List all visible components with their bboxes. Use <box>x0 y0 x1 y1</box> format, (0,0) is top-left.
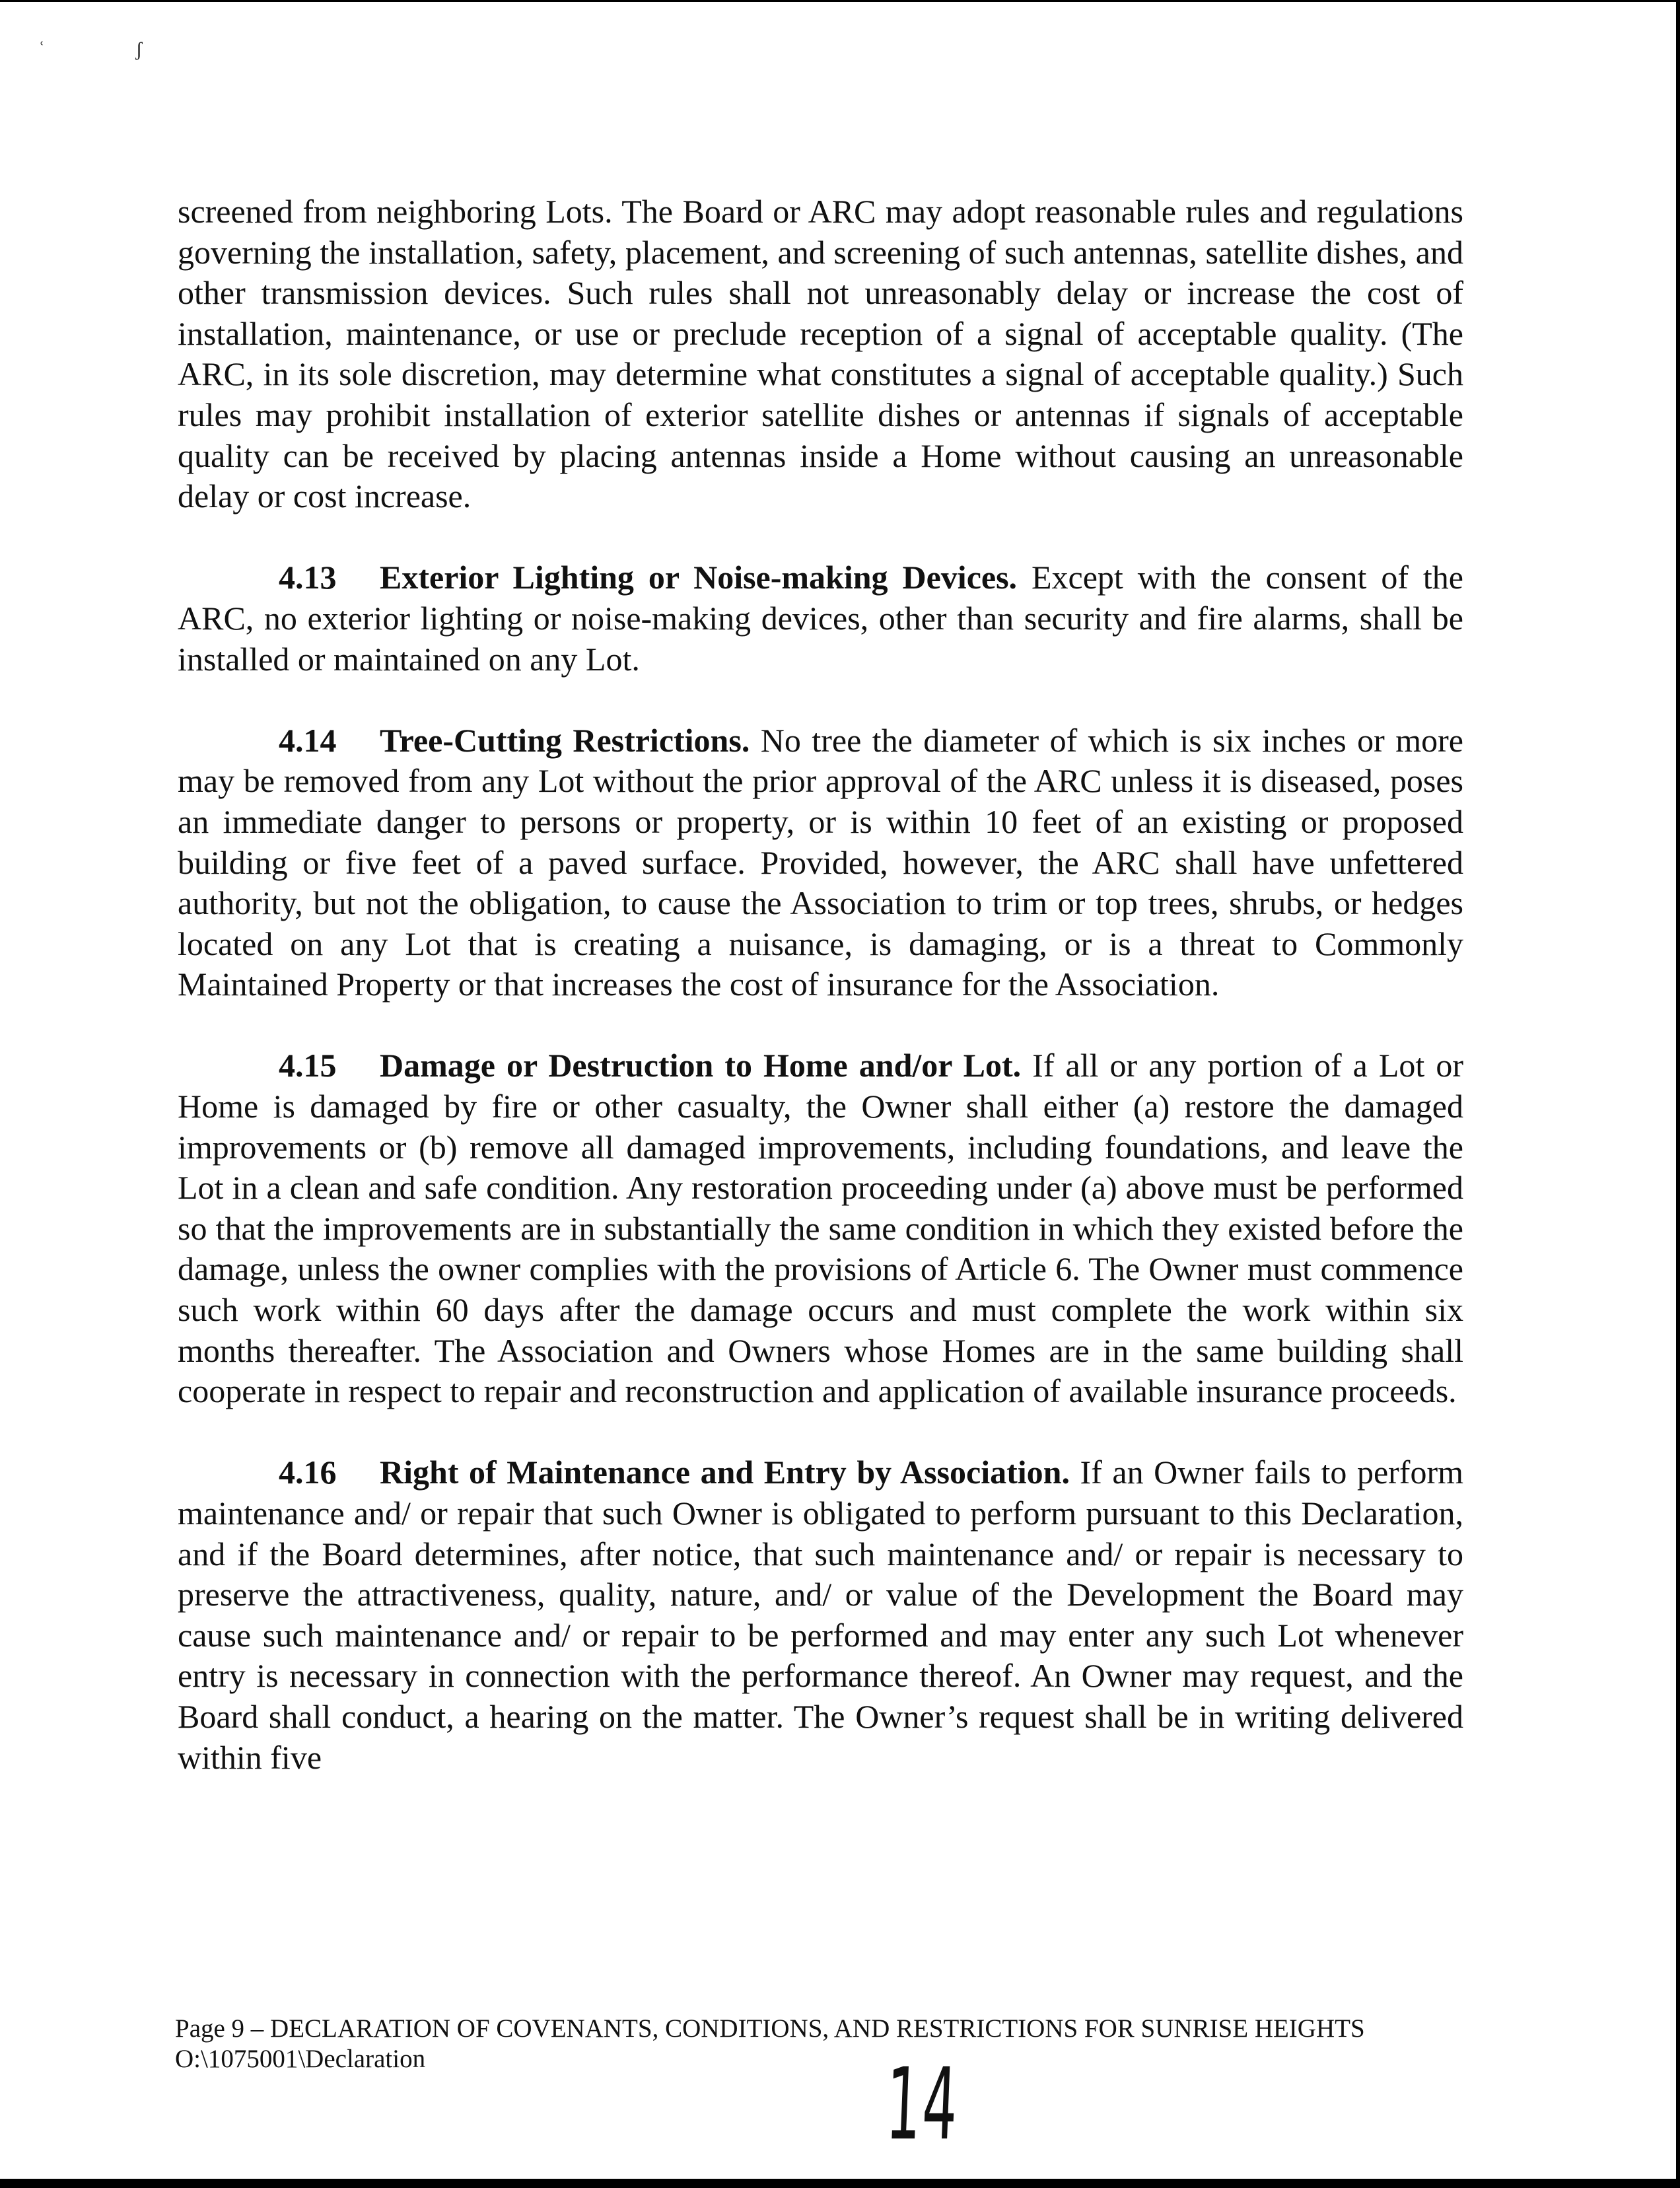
section-number: 4.16 <box>279 1454 337 1491</box>
document-body <box>178 192 1463 1819</box>
scan-marks <box>38 38 228 61</box>
footer-file-path: O:\1075001\Declaration <box>175 2045 426 2073</box>
handwritten-page-number: 14 <box>884 2047 961 2162</box>
section-4-16 <box>178 1452 1463 1778</box>
section-title: Damage or Destruction to Home and/or Lot. <box>380 1047 1022 1084</box>
footer-title: Page 9 – DECLARATION OF COVENANTS, CONDITIONS, AND RESTRICTIONS FOR SUNRISE HEIGHTS <box>175 2014 1365 2043</box>
scan-border-right <box>1676 0 1680 2188</box>
section-text: If an Owner fails to perform maintenance and/ or repair that such Owner is obligated to perform pursuant to this Declaration, and if the Board determines, after notice, that such maintenance and/ or repair is necessary to preserve the attractiveness, quality, nature, and/ or value of the Development the Board may cause such maintenance and/ or repair to be performed and may enter any such Lot whenever entry is necessary in connection with the performance thereof. An Owner may request, and the Board shall conduct, a hearing on the matter. The Owner’s request shall be in writing delivered within five <box>178 1454 1463 1776</box>
scan-border-bottom <box>0 2179 1680 2188</box>
section-text: No tree the diameter of which is six inches or more may be removed from any Lot without the prior approval of the ARC unless it is diseased, poses an immediate danger to persons or property, or is within 10 feet of an existing or proposed building or five feet of a paved surface. Provided, however, the ARC shall have unfettered authority, but not the obligation, to cause the Association to trim or top trees, shrubs, or hedges located on any Lot that is creating a nuisance, is damaging, or is a threat to Commonly Maintained Property or that increases the cost of insurance for the Association. <box>178 721 1463 1003</box>
section-number: 4.15 <box>279 1047 337 1084</box>
section-4-15 <box>178 1045 1463 1411</box>
scan-mark: ʃ <box>135 38 143 60</box>
scan-border-top <box>0 0 1680 2</box>
section-text: If all or any portion of a Lot or Home is damaged by fire or other casualty, the Owner shall either (a) restore the damaged improvements or (b) remove all damaged improvements, including foundations, and leave the Lot in a clean and safe condition. Any restoration proceeding under (a) above must be performed so that the improvements are in substantially the same condition in which they existed before the damage, unless the owner complies with the provisions of Article 6. The Owner must commence such work within 60 days after the damage occurs and must complete the work within six months thereafter. The Association and Owners whose Homes are in the same building shall cooperate in respect to repair and reconstruction and application of available insurance proceeds. <box>178 1047 1464 1410</box>
section-4-13 <box>178 557 1463 680</box>
section-number: 4.13 <box>279 559 337 596</box>
section-title: Right of Maintenance and Entry by Association. <box>380 1454 1070 1491</box>
section-text: Except with the consent of the ARC, no exterior lighting or noise-making devices, other than security and fire alarms, shall be installed or maintained on any Lot. <box>178 559 1464 678</box>
section-4-14 <box>178 721 1463 1005</box>
page-footer <box>175 2014 1365 2074</box>
section-title: Exterior Lighting or Noise-making Devices. <box>380 559 1018 596</box>
section-number: 4.14 <box>279 721 337 759</box>
scan-mark: ʿ <box>38 38 45 60</box>
section-title: Tree-Cutting Restrictions. <box>380 721 750 759</box>
opening-paragraph: screened from neighboring Lots. The Board or ARC may adopt reasonable rules and regulations governing the installation, safety, placement, and screening of such antennas, satellite dishes, and other transmission devices. Such rules shall not unreasonably delay or increase the cost of installation, maintenance, or use or preclude reception of a signal of acceptable quality. (The ARC, in its sole discretion, may determine what constitutes a signal of acceptable quality.) Such rules may prohibit installation of exterior satellite dishes or antennas if signals of acceptable quality can be received by placing antennas inside a Home without causing an unreasonable delay or cost increase. <box>178 193 1463 515</box>
